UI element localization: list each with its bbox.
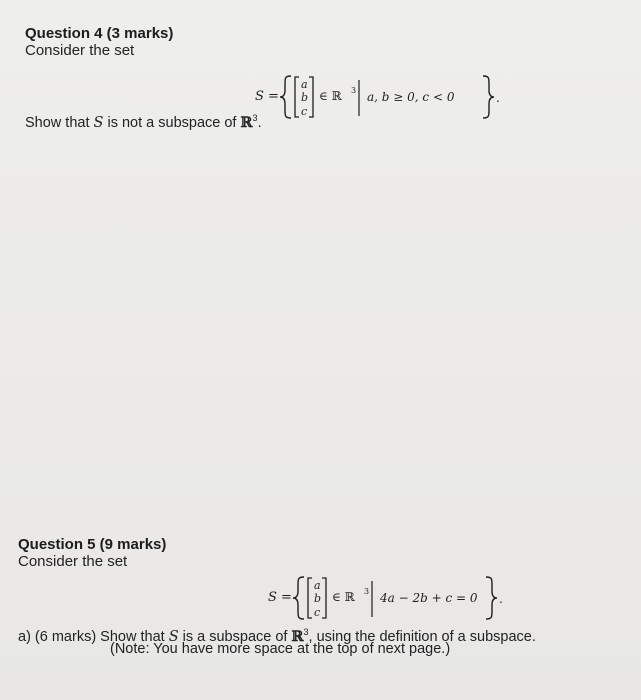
right-brace xyxy=(486,577,497,619)
vector-entry-b: b xyxy=(314,592,322,605)
question-5-set-definition xyxy=(268,573,528,623)
question-4-intro: Consider the set xyxy=(25,42,135,59)
question-4-title: Question 4 (3 marks) xyxy=(25,25,174,42)
set-condition: a, b ≥ 0, c < 0 xyxy=(367,90,455,104)
right-bracket xyxy=(322,578,326,618)
question-4-set-definition xyxy=(255,72,515,122)
vector-entry-c: c xyxy=(301,105,308,118)
right-bracket xyxy=(309,77,313,117)
membership-exponent: 3 xyxy=(364,587,370,596)
set-period: . xyxy=(496,91,500,105)
left-brace xyxy=(293,577,304,619)
left-bracket xyxy=(308,578,312,618)
question-4-task: Show that S is not a subspace of ℝ$^3$. xyxy=(25,113,262,131)
vector-entry-a: a xyxy=(314,579,321,592)
set-condition: 4a − 2b + c = 0 xyxy=(380,591,478,605)
vector-entry-b: b xyxy=(301,91,309,104)
vector-entry-a: a xyxy=(301,78,308,91)
left-brace xyxy=(280,76,291,118)
left-bracket xyxy=(295,77,299,117)
membership-symbol: ∈ ℝ xyxy=(332,590,355,604)
question-5-title: Question 5 (9 marks) xyxy=(18,536,167,553)
set-period: . xyxy=(499,592,503,606)
set-lhs: S = xyxy=(255,89,279,104)
membership-exponent: 3 xyxy=(351,86,357,95)
vector-entry-c: c xyxy=(314,606,321,619)
set-lhs: S = xyxy=(268,590,292,605)
question-5-part-a: a) (6 marks) Show that S is a subspace of ℝ$^3$, using the definition of a subspace. xyxy=(18,627,536,645)
membership-symbol: ∈ ℝ xyxy=(319,89,342,103)
question-5-intro: Consider the set xyxy=(18,553,128,570)
right-brace xyxy=(483,76,494,118)
question-5-note: (Note: You have more space at the top of next page.) xyxy=(110,641,451,657)
